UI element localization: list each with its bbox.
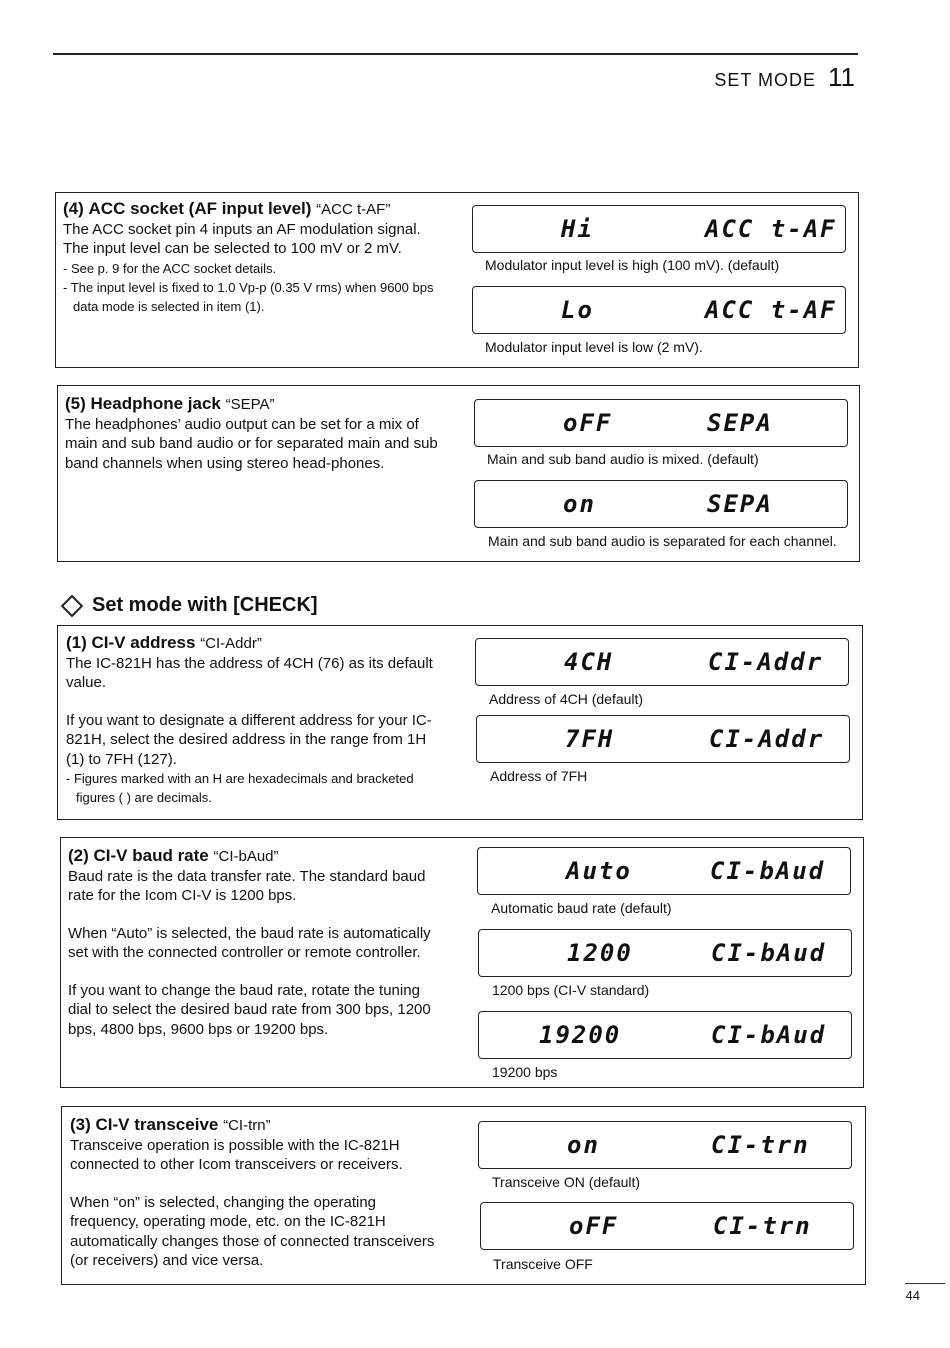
item-body: The ACC socket pin 4 inputs an AF modulation signal. The input level can be selected to 100 mV or 2 mV. [63, 220, 421, 257]
lcd-value: Hi [561, 215, 594, 243]
item-note: - See p. 9 for the ACC socket details. [63, 260, 277, 276]
lcd-caption: 1200 bps (CI-V standard) [492, 982, 650, 998]
diamond-icon [61, 594, 84, 617]
lcd-caption: Modulator input level is high (100 mV). (default) [485, 257, 780, 273]
lcd-display [474, 399, 848, 447]
lcd-value: on [567, 1131, 600, 1159]
lcd-caption: Automatic baud rate (default) [491, 900, 672, 916]
lcd-caption: 19200 bps [492, 1064, 558, 1080]
set-mode-check-heading [60, 594, 318, 617]
lcd-display [472, 205, 846, 253]
item-title: ACC socket (AF input level) [88, 199, 312, 218]
top-rule [53, 53, 858, 55]
item-title: CI-V address [91, 633, 196, 652]
lcd-caption: Modulator input level is low (2 mV). [485, 339, 703, 355]
lcd-label: CI-bAud [710, 857, 826, 885]
item-number: (3) [70, 1115, 91, 1134]
item-code: “ACC t-AF” [316, 201, 391, 218]
lcd-display [480, 1202, 854, 1250]
lcd-display [477, 847, 851, 895]
lcd-value: Lo [561, 296, 594, 324]
lcd-display [472, 286, 846, 334]
lcd-display [478, 1121, 852, 1169]
lcd-label: CI-Addr [708, 648, 824, 676]
item-body-2: If you want to designate a different address for your IC-821H, select the desired address in the range from 1H (1) to 7FH (127). [66, 711, 432, 768]
lcd-value: oFF [563, 409, 613, 437]
item-code: “CI-trn” [223, 1117, 271, 1134]
item-number: (1) [66, 633, 87, 652]
heading-text: Set mode with [CHECK] [92, 594, 318, 616]
civ-address-description [66, 633, 440, 807]
lcd-label: CI-bAud [711, 1021, 827, 1049]
lcd-caption: Transceive OFF [493, 1256, 593, 1272]
item-title: CI-V transceive [95, 1115, 219, 1134]
lcd-label: CI-trn [713, 1212, 812, 1240]
lcd-value: 4CH [564, 648, 614, 676]
item-code: “SEPA” [225, 396, 275, 413]
lcd-label: ACC t-AF [705, 215, 837, 243]
civ-transceive-description [70, 1115, 444, 1271]
lcd-label: CI-bAud [711, 939, 827, 967]
lcd-value: 1200 [567, 939, 633, 967]
lcd-display [475, 638, 849, 686]
footer-rule [905, 1283, 945, 1284]
item-body: The headphones’ audio output can be set for a mix of main and sub band audio or for separated main and sub band channels when using stereo head-phones. [65, 415, 438, 472]
item-code: “CI-Addr” [200, 635, 262, 652]
acc-socket-description [63, 199, 436, 316]
lcd-caption: Transceive ON (default) [492, 1174, 641, 1190]
item-title: Headphone jack [90, 394, 221, 413]
page-header [714, 62, 855, 93]
lcd-display [474, 480, 848, 528]
lcd-value: oFF [569, 1212, 619, 1240]
item-body: Transceive operation is possible with the IC-821H connected to other Icom transceivers or receivers. [70, 1136, 403, 1173]
item-number: (4) [63, 199, 84, 218]
lcd-label: ACC t-AF [705, 296, 837, 324]
lcd-label: CI-Addr [709, 725, 825, 753]
lcd-label: CI-trn [711, 1131, 810, 1159]
lcd-value: on [563, 490, 596, 518]
item-title: CI-V baud rate [93, 846, 209, 865]
lcd-label: SEPA [707, 490, 773, 518]
lcd-caption: Main and sub band audio is mixed. (default) [487, 451, 759, 467]
lcd-caption: Main and sub band audio is separated for each channel. [488, 533, 837, 549]
lcd-label: SEPA [707, 409, 773, 437]
page-number: 44 [905, 1288, 920, 1303]
item-number: (5) [65, 394, 86, 413]
civ-baud-rate-description [68, 846, 442, 1039]
section-title: SET MODE [714, 70, 816, 90]
lcd-display [476, 715, 850, 763]
lcd-value: 7FH [565, 725, 615, 753]
item-body-2: When “on” is selected, changing the operating frequency, operating mode, etc. on the IC-821H automatically changes those of connected transceivers (or receivers) and vice versa. [70, 1193, 435, 1269]
lcd-display [478, 929, 852, 977]
item-note: - Figures marked with an H are hexadecimals and bracketed figures ( ) are decimals. [66, 771, 414, 805]
headphone-jack-description [65, 394, 438, 473]
item-body-3: If you want to change the baud rate, rotate the tuning dial to select the desired baud rate from 300 bps, 1200 bps, 4800 bps, 9600 bps or 19200 bps. [68, 981, 431, 1038]
item-note: - The input level is fixed to 1.0 Vp-p (0.35 V rms) when 9600 bps data mode is selected in item (1). [63, 279, 434, 314]
item-code: “CI-bAud” [213, 848, 279, 865]
item-body: The IC-821H has the address of 4CH (76) as its default value. [66, 654, 433, 691]
lcd-caption: Address of 4CH (default) [489, 691, 644, 707]
chapter-number: 11 [828, 62, 855, 92]
item-body: Baud rate is the data transfer rate. The standard baud rate for the Icom CI-V is 1200 bps. [68, 867, 426, 904]
lcd-caption: Address of 7FH [490, 768, 588, 784]
lcd-value: Auto [566, 857, 632, 885]
item-body-2: When “Auto” is selected, the baud rate is automatically set with the connected controller or remote controller. [68, 924, 431, 961]
lcd-display [478, 1011, 852, 1059]
lcd-value: 19200 [539, 1021, 622, 1049]
item-number: (2) [68, 846, 89, 865]
